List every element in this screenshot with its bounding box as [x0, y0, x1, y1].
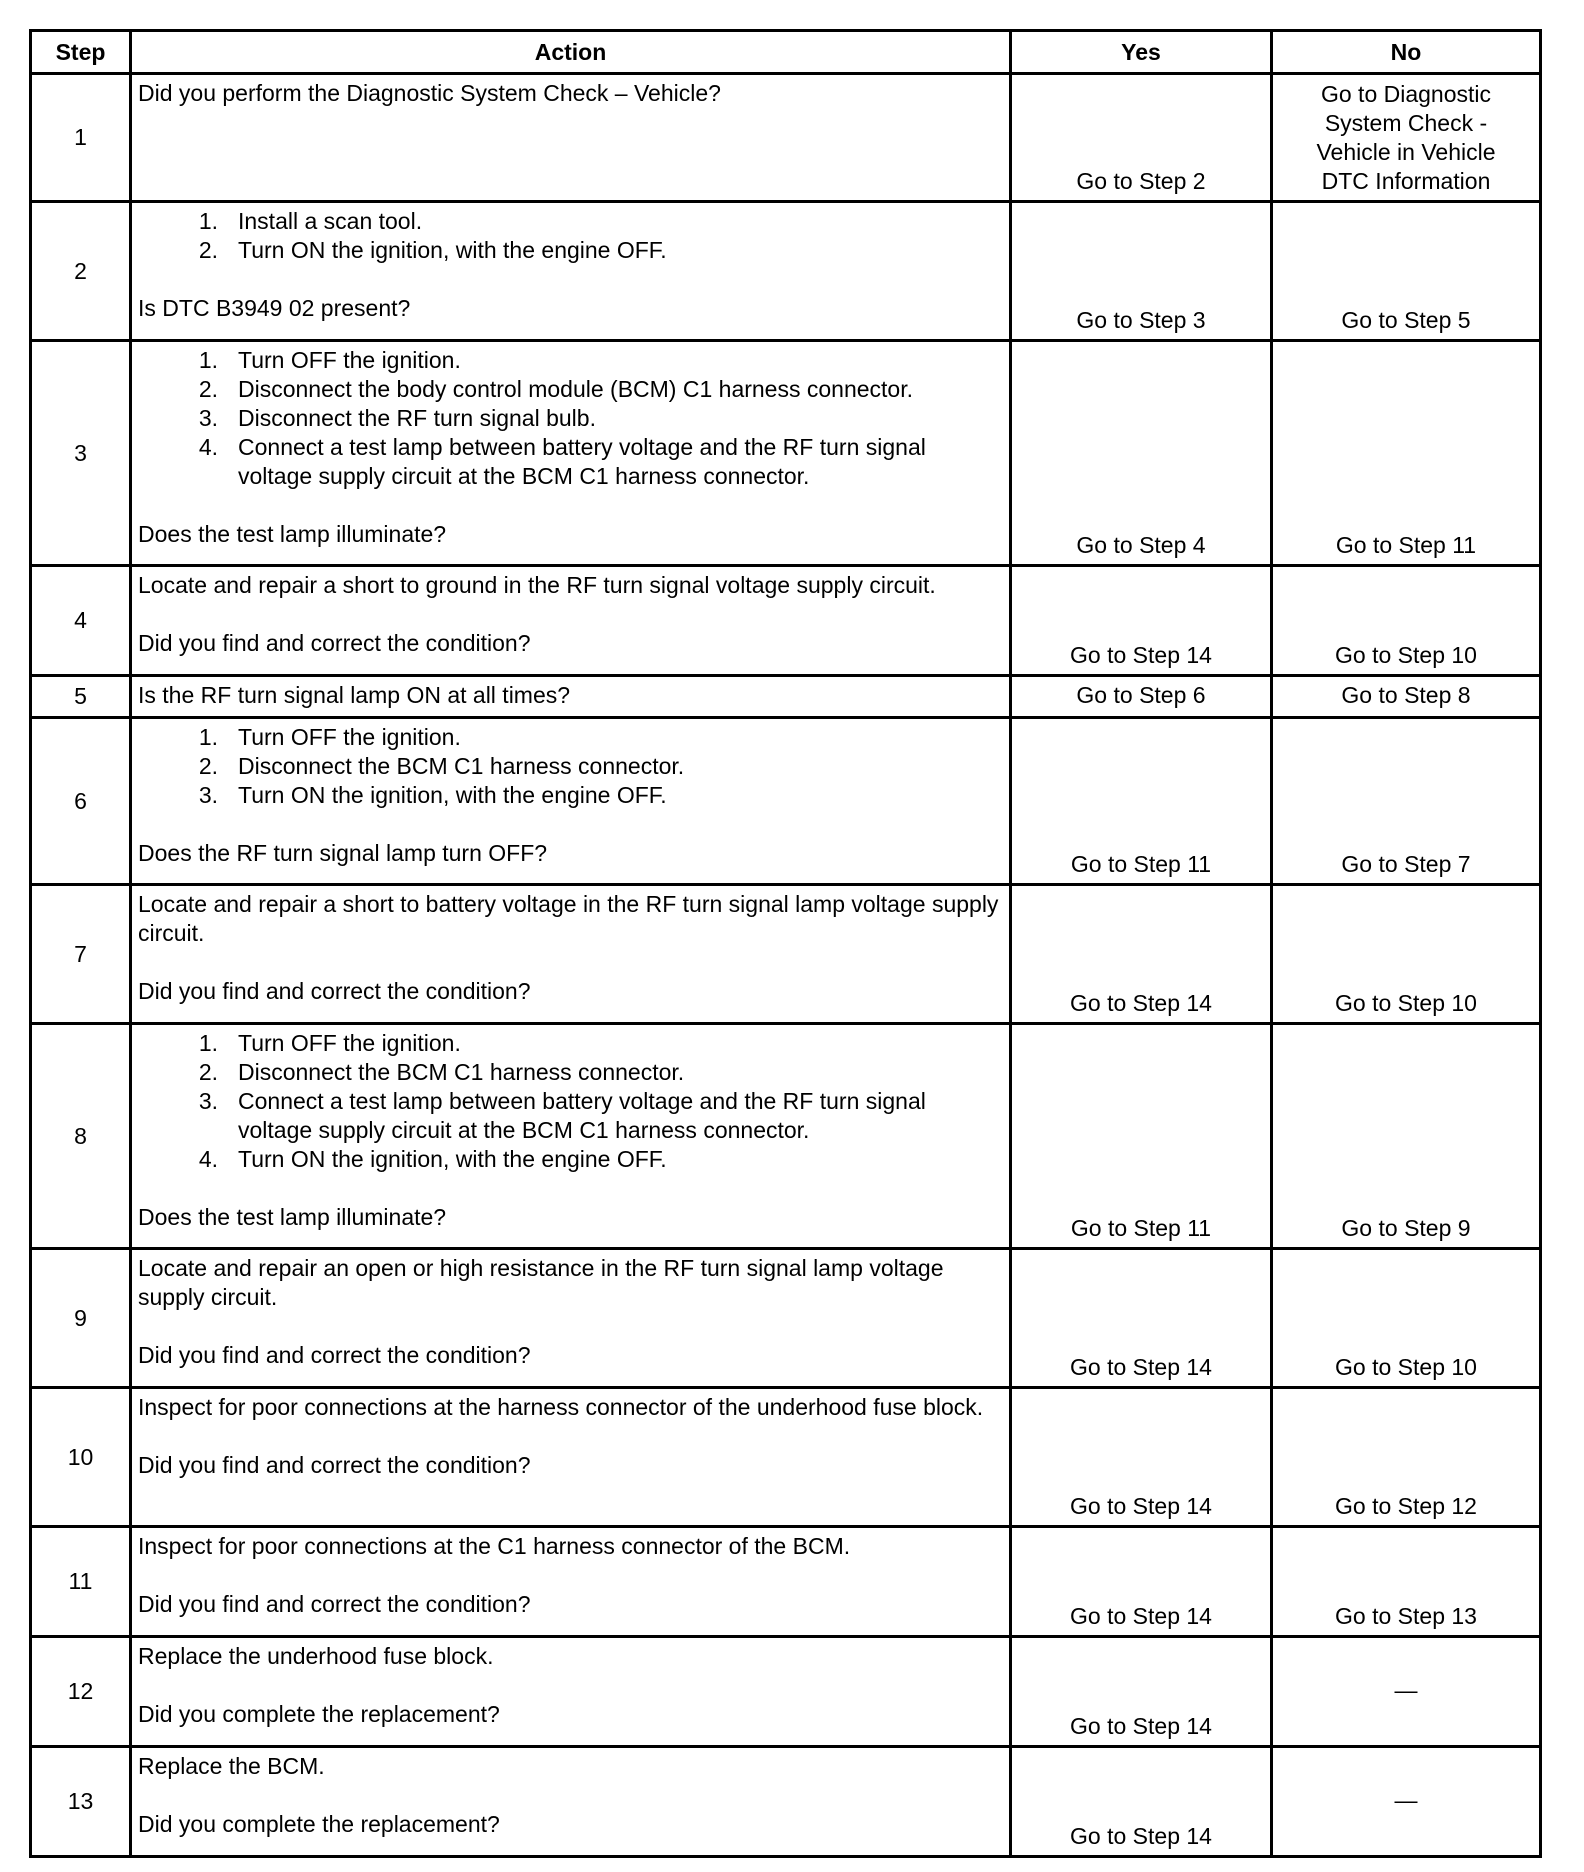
no-cell: Go to Step 5 [1272, 202, 1541, 341]
procedure-item [138, 1058, 1003, 1087]
action-text: Did you perform the Diagnostic System Check – Vehicle? [138, 80, 721, 106]
step-number: 11 [31, 1527, 131, 1637]
action-text: Locate and repair a short to battery voltage in the RF turn signal lamp voltage supply circuit. [138, 891, 999, 946]
no-cell: Go to Step 10 [1272, 566, 1541, 676]
no-cell: — [1272, 1637, 1541, 1747]
action-question: Did you complete the replacement? [138, 1701, 500, 1727]
item-text: Disconnect the body control module (BCM) C1 harness connector. [238, 376, 913, 402]
no-cell: Go to Step 10 [1272, 1249, 1541, 1388]
action-cell [131, 1637, 1011, 1747]
item-text: Install a scan tool. [238, 208, 423, 234]
item-number: 2. [198, 753, 218, 779]
step-number: 6 [31, 718, 131, 885]
action-question: Did you find and correct the condition? [138, 1452, 531, 1478]
action-cell [131, 341, 1011, 566]
yes-cell: Go to Step 6 [1011, 676, 1272, 718]
action-question: Is DTC B3949 02 present? [138, 295, 411, 321]
action-text: Inspect for poor connections at the harness connector of the underhood fuse block. [138, 1394, 984, 1420]
header-yes: Yes [1011, 31, 1272, 74]
table-row [31, 1024, 1541, 1249]
diagnostic-table [29, 29, 1542, 1858]
action-text: Replace the BCM. [138, 1753, 325, 1779]
step-number: 10 [31, 1388, 131, 1527]
action-cell [131, 566, 1011, 676]
procedure-item [138, 433, 1003, 491]
action-question: Did you find and correct the condition? [138, 1342, 531, 1368]
yes-cell: Go to Step 14 [1011, 1637, 1272, 1747]
action-question: Did you find and correct the condition? [138, 1591, 531, 1617]
header-step: Step [31, 31, 131, 74]
table-row [31, 1527, 1541, 1637]
item-number: 3. [198, 1088, 218, 1114]
yes-cell: Go to Step 14 [1011, 885, 1272, 1024]
header-no: No [1272, 31, 1541, 74]
yes-cell: Go to Step 11 [1011, 718, 1272, 885]
item-text: Turn ON the ignition, with the engine OFF. [238, 782, 667, 808]
procedure-list [138, 207, 1003, 265]
item-number: 1. [198, 347, 218, 373]
no-cell: — [1272, 1747, 1541, 1857]
item-number: 2. [198, 237, 218, 263]
action-question: Does the test lamp illuminate? [138, 521, 447, 547]
item-number: 3. [198, 782, 218, 808]
step-number: 13 [31, 1747, 131, 1857]
no-line: Vehicle in Vehicle [1316, 139, 1496, 165]
yes-cell: Go to Step 4 [1011, 341, 1272, 566]
table-row [31, 1249, 1541, 1388]
action-cell [131, 1747, 1011, 1857]
procedure-item [138, 752, 1003, 781]
step-number: 7 [31, 885, 131, 1024]
item-number: 1. [198, 208, 218, 234]
table-row [31, 1637, 1541, 1747]
action-question: Does the RF turn signal lamp turn OFF? [138, 840, 548, 866]
table-row [31, 74, 1541, 202]
item-text: Connect a test lamp between battery voltage and the RF turn signal voltage supply circuit at the BCM C1 harness connector. [238, 434, 926, 489]
action-cell [131, 1388, 1011, 1527]
no-cell: Go to Step 7 [1272, 718, 1541, 885]
procedure-item [138, 723, 1003, 752]
item-text: Turn OFF the ignition. [238, 1030, 461, 1056]
table-row [31, 1388, 1541, 1527]
table-row [31, 885, 1541, 1024]
table-row [31, 341, 1541, 566]
no-cell: Go to Step 9 [1272, 1024, 1541, 1249]
procedure-list [138, 1029, 1003, 1174]
item-text: Turn ON the ignition, with the engine OFF. [238, 237, 667, 263]
action-cell [131, 74, 1011, 202]
action-cell [131, 202, 1011, 341]
action-cell [131, 885, 1011, 1024]
item-text: Turn OFF the ignition. [238, 347, 461, 373]
table-row [31, 1747, 1541, 1857]
procedure-item [138, 346, 1003, 375]
step-number: 9 [31, 1249, 131, 1388]
action-text: Inspect for poor connections at the C1 harness connector of the BCM. [138, 1533, 851, 1559]
action-question: Did you complete the replacement? [138, 1811, 500, 1837]
action-cell [131, 1024, 1011, 1249]
step-number: 12 [31, 1637, 131, 1747]
procedure-item [138, 1087, 1003, 1145]
no-cell: Go to Step 13 [1272, 1527, 1541, 1637]
no-line: Go to Diagnostic [1320, 81, 1492, 107]
action-cell [131, 676, 1011, 718]
table-row [31, 718, 1541, 885]
procedure-item [138, 207, 1003, 236]
item-number: 4. [198, 1146, 218, 1172]
item-number: 2. [198, 1059, 218, 1085]
procedure-item [138, 375, 1003, 404]
item-text: Disconnect the RF turn signal bulb. [238, 405, 596, 431]
action-text: Locate and repair an open or high resistance in the RF turn signal lamp voltage supply circuit. [138, 1255, 944, 1310]
procedure-list [138, 723, 1003, 810]
item-text: Connect a test lamp between battery voltage and the RF turn signal voltage supply circuit at the BCM C1 harness connector. [238, 1088, 926, 1143]
yes-cell: Go to Step 11 [1011, 1024, 1272, 1249]
no-cell: Go to Step 12 [1272, 1388, 1541, 1527]
yes-cell: Go to Step 3 [1011, 202, 1272, 341]
step-number: 8 [31, 1024, 131, 1249]
item-number: 1. [198, 724, 218, 750]
action-cell [131, 1527, 1011, 1637]
item-text: Turn ON the ignition, with the engine OFF. [238, 1146, 667, 1172]
table-row [31, 202, 1541, 341]
procedure-item [138, 781, 1003, 810]
action-text: Replace the underhood fuse block. [138, 1643, 494, 1669]
item-text: Disconnect the BCM C1 harness connector. [238, 1059, 685, 1085]
item-number: 2. [198, 376, 218, 402]
item-number: 3. [198, 405, 218, 431]
procedure-item [138, 1145, 1003, 1174]
table-row [31, 566, 1541, 676]
procedure-item [138, 404, 1003, 433]
procedure-item [138, 236, 1003, 265]
yes-cell: Go to Step 14 [1011, 1747, 1272, 1857]
procedure-item [138, 1029, 1003, 1058]
action-question: Does the test lamp illuminate? [138, 1204, 447, 1230]
no-cell: Go to Step 8 [1272, 676, 1541, 718]
action-cell [131, 718, 1011, 885]
table-row [31, 676, 1541, 718]
no-line: DTC Information [1321, 168, 1491, 194]
step-number: 4 [31, 566, 131, 676]
action-question: Did you find and correct the condition? [138, 630, 531, 656]
action-question: Did you find and correct the condition? [138, 978, 531, 1004]
action-text: Is the RF turn signal lamp ON at all times? [138, 682, 571, 708]
procedure-list [138, 346, 1003, 491]
item-number: 4. [198, 434, 218, 460]
action-cell [131, 1249, 1011, 1388]
no-cell [1272, 74, 1541, 202]
yes-cell: Go to Step 14 [1011, 1527, 1272, 1637]
yes-cell: Go to Step 2 [1011, 74, 1272, 202]
item-text: Turn OFF the ignition. [238, 724, 461, 750]
step-number: 5 [31, 676, 131, 718]
header-row [31, 31, 1541, 74]
no-line: System Check - [1324, 110, 1488, 136]
yes-cell: Go to Step 14 [1011, 566, 1272, 676]
yes-cell: Go to Step 14 [1011, 1249, 1272, 1388]
header-action: Action [131, 31, 1011, 74]
step-number: 2 [31, 202, 131, 341]
no-cell: Go to Step 11 [1272, 341, 1541, 566]
item-number: 1. [198, 1030, 218, 1056]
step-number: 3 [31, 341, 131, 566]
action-text: Locate and repair a short to ground in the RF turn signal voltage supply circuit. [138, 572, 936, 598]
yes-cell: Go to Step 14 [1011, 1388, 1272, 1527]
step-number: 1 [31, 74, 131, 202]
item-text: Disconnect the BCM C1 harness connector. [238, 753, 685, 779]
no-cell: Go to Step 10 [1272, 885, 1541, 1024]
